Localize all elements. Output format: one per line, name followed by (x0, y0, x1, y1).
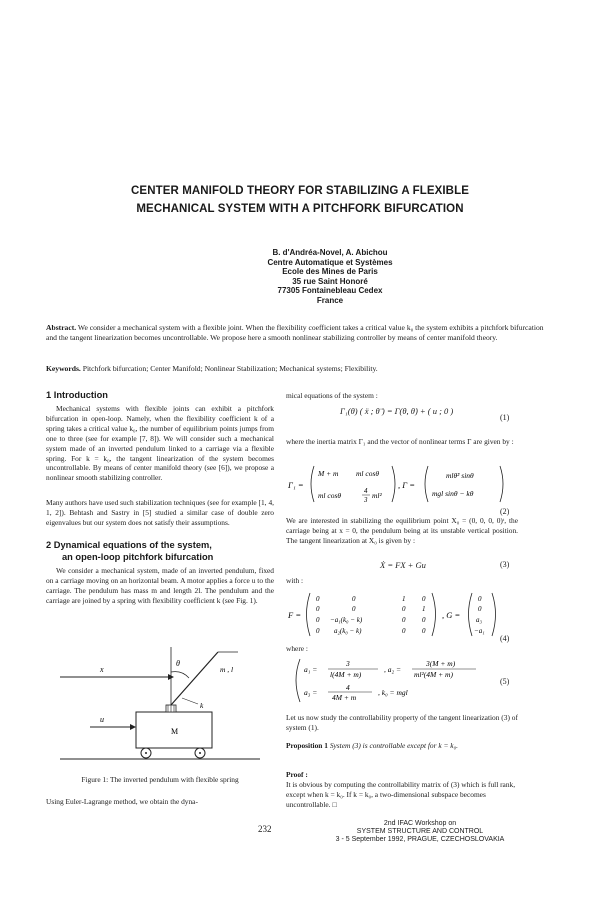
section2-heading-line1: 2 Dynamical equations of the system, (46, 540, 212, 550)
label-k: k (200, 701, 204, 710)
where-label: where : (286, 644, 308, 653)
right-paragraph2: where the inertia matrix Γ₁ and the vector of nonlinear terms Γ are given by : (286, 437, 514, 446)
paper-title-line2: MECHANICAL SYSTEM WITH A PITCHFORK BIFURCATION (136, 203, 464, 215)
right-paragraph3: We are interested in stabilizing the equilibrium point X₀ = (0, 0, 0, 0)ᵗ, the carriage being at x = 0, the pendulum being at its unstable vertical position. The tangent linearization at X₀ is given by : (286, 516, 518, 545)
svg-text:−a₁(k₀ − k): −a₁(k₀ − k) (330, 616, 363, 624)
svg-text:0: 0 (316, 595, 320, 603)
right-paragraph1: mical equations of the system : (286, 391, 378, 400)
svg-text:3(M + m): 3(M + m) (426, 659, 456, 668)
svg-text:ml²: ml² (372, 491, 382, 500)
svg-text:0: 0 (316, 605, 320, 613)
footer-line2: SYSTEM STRUCTURE AND CONTROL (356, 828, 484, 835)
svg-text:0: 0 (422, 595, 426, 603)
section1-heading: 1 Introduction (46, 390, 108, 400)
proof (286, 770, 518, 810)
section1-paragraph1: Mechanical systems with flexible joints can exhibit a pitchfork bifurcation in open-loop. Namely, when the flexibility coefficient k of a spring takes a critical value k₀, the number of equilibrium points jumps from one to three (see for example [7, 8]). We will consider such a mechanical system made of an inverted pendulum linked to a carriage via a flexible spring. For k = k₀, the tangent linearization of the system becomes uncontrollable. By means of center manifold theory (see [6]), we propose a nonlinear smooth stabilizing controller. (46, 404, 274, 483)
author-country: France (316, 295, 344, 305)
equation-5-definitions (290, 656, 505, 704)
proposition-text: System (3) is controllable except for k = k₀. (329, 741, 458, 750)
svg-text:Γ₁ =: Γ₁ = (288, 480, 304, 490)
author-block (150, 248, 510, 306)
svg-text:ml cosθ: ml cosθ (318, 491, 342, 500)
equation-1 (340, 406, 453, 416)
label-u: u (100, 715, 104, 724)
proof-text: It is obvious by computing the controllability matrix of (3) which is full rank, except when k = k₀. If k = k₀, a two-dimensional subspace becomes uncontrollable. □ (286, 779, 516, 809)
abstract (46, 323, 554, 343)
label-ml: m , l (220, 665, 234, 674)
equation-2-matrices (286, 460, 518, 508)
workshop-footer (330, 820, 510, 844)
equation-1-body: Γ₁(θ) ( ẍ ; θ̈ ) = Γ(θ, θ̇) + ( u ; 0 ) (340, 406, 454, 416)
svg-text:4: 4 (364, 487, 368, 495)
svg-text:a₂(k₀ − k): a₂(k₀ − k) (334, 627, 362, 635)
proposition-label: Proposition 1 (286, 741, 328, 750)
label-theta: θ (176, 659, 180, 668)
abstract-label: Abstract. (46, 323, 77, 332)
svg-text:a₃: a₃ (476, 616, 482, 624)
figure-caption: Figure 1: The inverted pendulum with flexible spring (81, 775, 239, 784)
footer-line1: 2nd IFAC Workshop on (383, 820, 457, 827)
equation-3-number: (3) (500, 560, 510, 569)
svg-text:0: 0 (478, 605, 482, 613)
svg-text:4M + m: 4M + m (332, 693, 357, 702)
equation-1-number: (1) (500, 413, 510, 422)
svg-text:F =: F = (288, 610, 302, 620)
svg-text:ml²(4M + m): ml²(4M + m) (414, 670, 453, 679)
svg-text:M + m: M + m (318, 469, 339, 478)
author-school: Ecole des Mines de Paris (282, 267, 378, 277)
svg-text:a₁ =: a₁ = (304, 665, 318, 674)
page-number: 232 (258, 824, 272, 834)
svg-text:1: 1 (422, 605, 426, 613)
svg-text:, G =: , G = (442, 610, 461, 620)
svg-text:0: 0 (352, 605, 356, 613)
section2-heading-line2: an open-loop pitchfork bifurcation (62, 552, 214, 562)
label-M: M (171, 727, 179, 736)
keywords-label: Keywords. (46, 364, 81, 373)
footer-line3: 3 - 5 September 1992, PRAGUE, CZECHOSLOVAKIA (335, 836, 505, 843)
svg-text:3: 3 (364, 496, 368, 504)
with-label: with : (286, 576, 304, 585)
svg-text:3: 3 (346, 659, 350, 668)
figure-inverted-pendulum (50, 632, 275, 770)
svg-text:mgl sinθ − kθ: mgl sinθ − kθ (432, 489, 474, 498)
svg-text:−a₁: −a₁ (474, 627, 485, 635)
author-names: B. d'Andréa-Novel, A. Abichou (272, 248, 388, 257)
keywords-text: Pitchfork bifurcation; Center Manifold; Nonlinear Stabilization; Mechanical systems; Flexibility. (82, 364, 378, 373)
equation-3: Ẋ = FX + Gu (380, 560, 426, 570)
section2-paragraph1: We consider a mechanical system, made of an inverted pendulum, fixed on a carriage moving on an horizontal beam. A motor applies a force u to the carriage. The pendulum has mass m and length 2l. The pendulum and the carriage are joined by a spring with flexibility coefficient k (see Fig. 1). (46, 566, 274, 605)
author-street: 35 rue Saint Honoré (292, 276, 368, 286)
svg-text:, a₂ =: , a₂ = (384, 665, 402, 674)
paper-title-line1: CENTER MANIFOLD THEORY FOR STABILIZING A FLEXIBLE (131, 185, 469, 197)
svg-text:, Γ =: , Γ = (398, 480, 415, 490)
svg-text:0: 0 (422, 627, 426, 635)
svg-text:ml cosθ: ml cosθ (356, 469, 380, 478)
svg-text:mlθ̇² sinθ: mlθ̇² sinθ (446, 471, 474, 480)
svg-text:0: 0 (422, 616, 426, 624)
svg-text:0: 0 (316, 627, 320, 635)
svg-text:0: 0 (478, 595, 482, 603)
svg-text:a₃ =: a₃ = (304, 688, 318, 697)
equation-4-number: (4) (500, 634, 510, 643)
svg-text:0: 0 (402, 605, 406, 613)
proposition-1 (286, 741, 518, 751)
keywords (46, 364, 556, 373)
svg-text:4: 4 (346, 683, 350, 692)
svg-text:0: 0 (402, 616, 406, 624)
author-city: 77305 Fontainebleau Cedex (277, 286, 383, 296)
svg-text:0: 0 (316, 616, 320, 624)
svg-text:, k₀ = mgl: , k₀ = mgl (378, 688, 408, 697)
section1-paragraph2: Many authors have used such stabilization techniques (see for example [1, 4, 1, 2]). Behtash and Sastry in [5] studied a similar case of double zero eigenvalues but our system does not satisfy their assumptions. (46, 498, 274, 527)
right-paragraph4: Let us now study the controllability property of the tangent linearization (3) of system (1). (286, 713, 518, 732)
svg-text:l(4M + m): l(4M + m) (330, 670, 362, 679)
author-affiliation: Centre Automatique et Systèmes (267, 257, 393, 267)
lagrange-text: Using Euler-Lagrange method, we obtain the dyna- (46, 797, 198, 806)
u-arrow-head (130, 724, 136, 730)
svg-text:1: 1 (402, 595, 406, 603)
equation-5-number: (5) (500, 677, 510, 686)
equation-4-matrices (286, 590, 518, 640)
equation-2-number: (2) (500, 507, 510, 516)
abstract-text: We consider a mechanical system with a flexible joint. When the flexibility coefficient takes a critical value k₀ the system exhibits a pitchfork bifurcation and the tangent linearization becomes uncontrollable. We propose here a smooth nonlinear stabilizing controller by means of center manifold theory. (46, 323, 544, 342)
proof-label: Proof : (286, 770, 308, 779)
label-x: x (100, 665, 104, 674)
svg-text:0: 0 (352, 595, 356, 603)
svg-text:0: 0 (402, 627, 406, 635)
